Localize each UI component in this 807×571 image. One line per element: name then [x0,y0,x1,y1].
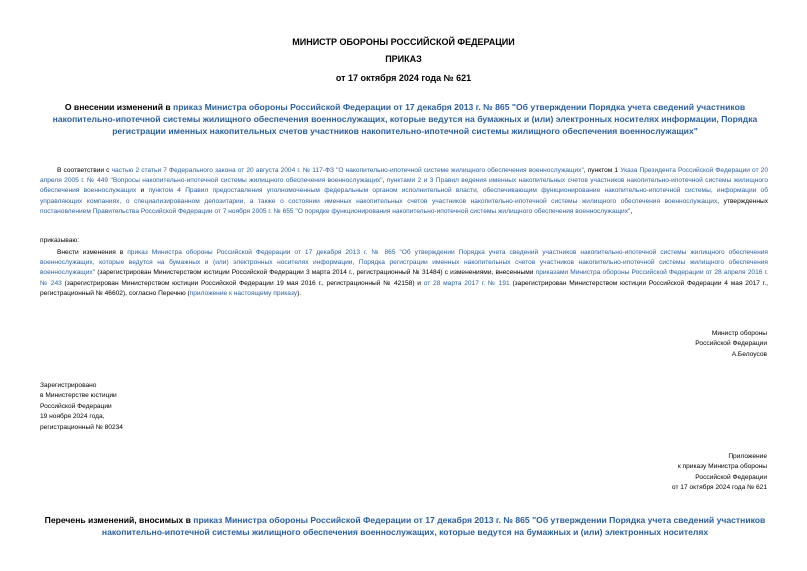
registration-line-1: Зарегистрировано [40,382,97,389]
registration-line-3: Российской Федерации [40,402,112,410]
basis-text-5: , утвержденных [717,197,768,205]
legal-basis-paragraph [40,166,768,217]
basis-text-1: В соответствии с [57,167,112,174]
directive-paragraph [40,248,768,299]
order-191-link[interactable]: от 28 марта 2017 г. № 191 [423,279,510,287]
amended-order-link[interactable]: приказ Министра обороны Российской Федерации от 17 декабря 2013 г. № 865 "Об утверждении Порядка учета сведений участников накопительно-ипотечной системы жилищного обеспечения военнослужащих, которые ведутся на бумажных и (или) электронных носителях информации, Порядка регистрации именных накопительных счетов участников накопительно-ипотечной системы жилищного обеспечения военнослужащих" [40,249,768,277]
registration-number: регистрационный № 80234 [40,423,123,431]
directive-text-6: ). [297,289,302,297]
appendix-line-2: к приказу Министра обороны [677,463,767,471]
order-word: приказываю: [40,237,80,244]
registration-line-2: в Министерстве юстиции [40,392,117,400]
order-date-number: от 17 октября 2024 года № 621 [335,73,472,83]
changes-list-title [40,514,770,538]
registration-block [40,381,123,433]
list-title-order-link[interactable]: приказ Министра обороны Российской Федерации от 17 декабря 2013 г. № 865 "Об утверждении Порядка учета сведений участников накопительно-ипотечной системы жилищного обеспечения военнослужащих, которые ведутся на бумажных и (или) электронных носителях [101,515,766,537]
signature-block [695,329,767,360]
basis-text-4: и [136,187,149,195]
basis-text-6: , [630,207,633,215]
information-rules-link[interactable]: пунктом 4 Правил предоставления уполномоченным федеральным органом исполнительной власти, обеспечивающим функционирование накопительно-ипотечной системы, информации об управляющих компаниях, о специализированном депозитарии, а также о состоянии именных накопительных счетов участников накопительно-ипотечной системы жилищного обеспечения военнослужащих [40,187,768,205]
appendix-line-3: Российской Федерации [695,473,767,481]
appendix-link[interactable]: приложение к настоящему приказу [189,289,298,297]
list-title-prefix: Перечень изменений, вносимых в [44,515,194,525]
registration-date: 19 ноября 2024 года, [40,413,105,421]
signature-name: А.Белоусов [731,350,767,358]
account-rules-link[interactable]: пунктами 2 и 3 Правил ведения именных накопительных счетов участников накопительно-ипотечной системы жилищного обеспечения военнослужащих [40,177,768,195]
ministry-title: МИНИСТР ОБОРОНЫ РОССИЙСКОЙ ФЕДЕРАЦИИ [292,37,515,47]
subject-order-link[interactable]: приказ Министра обороны Российской Федерации от 17 декабря 2013 г. № 865 "Об утверждении Порядка учета сведений участников накопительно-ипотечной системы жилищного обеспечения военнослужащих, которые ведутся на бумажных и (или) электронных носителях информации, Порядка регистрации именных накопительных счетов участников накопительно-ипотечной системы жилищного обеспечения военнослужащих" [52,102,758,136]
directive-text-4: (зарегистрирован Министерством юстиции Российской Федерации 4 мая 2017 г., регистрационный № 46602), согласно [40,279,768,297]
order-subject [40,101,770,137]
directive-text-1: Внести изменения в [57,249,128,256]
signature-country: Российской Федерации [695,340,767,348]
subject-prefix: О внесении изменений в [64,102,174,112]
appendix-line-1: Приложение [728,453,767,460]
basis-text-2: , пунктом 1 [583,167,621,174]
basis-text-3: , [382,177,387,185]
appendix-line-4: от 17 октября 2024 года № 621 [671,484,767,492]
appendix-header [672,452,767,494]
amending-orders-link[interactable]: приказами Министра обороны Российской Федерации от 28 апреля 2016 г. № 243 [40,269,768,287]
government-resolution-link[interactable]: постановлением Правительства Российской Федерации от 7 ноября 2005 г. № 655 "О порядке функционирования накопительно-ипотечной системы жилищного обеспечения военнослужащих" [40,207,631,215]
document-type: ПРИКАЗ [385,54,422,64]
directive-text-2: (зарегистрирован Министерством юстиции Российской Федерации 3 марта 2014 г., регистрационный № 31484) с изменениями, внесенными [95,269,536,277]
presidential-decree-link[interactable]: Указа Президента Российской Федерации от 20 апреля 2005 г. № 449 "Вопросы накопительно-ипотечной системы жилищного обеспечения военнослужащих" [40,167,769,185]
directive-text-5: Перечню ( [158,289,190,297]
directive-text-3: (зарегистрирован Министерством юстиции Российской Федерации 19 мая 2016 г., регистрационный № 42158) и [61,279,424,287]
signature-position: Министр обороны [711,330,767,337]
federal-law-link[interactable]: частью 2 статьи 7 Федерального закона от 20 августа 2004 г. № 117-ФЗ "О накопительно-ипотечной системе жилищного обеспечения военнослужащих" [111,167,584,174]
